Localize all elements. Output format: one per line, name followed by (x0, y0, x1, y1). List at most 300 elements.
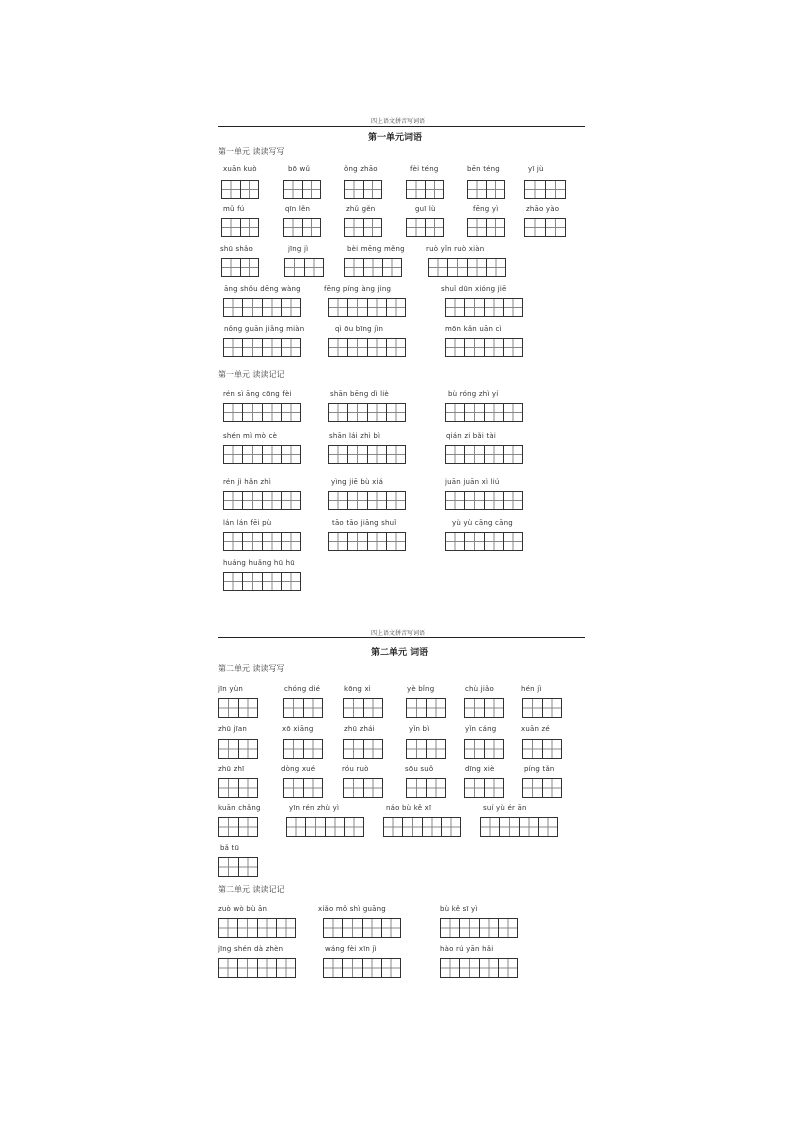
writing-cell[interactable] (345, 181, 364, 198)
writing-grid[interactable] (343, 778, 383, 798)
section-heading: 第二单元 读读记记 (218, 885, 285, 894)
writing-cell[interactable] (282, 492, 300, 509)
pinyin-label: bō wǔ (288, 165, 311, 173)
pinyin-label: chóng dié (284, 685, 321, 693)
writing-grid[interactable] (284, 258, 324, 277)
writing-grid[interactable] (406, 218, 444, 237)
writing-cell[interactable] (304, 699, 323, 717)
writing-cell[interactable] (387, 339, 405, 356)
writing-cell[interactable] (243, 446, 262, 463)
writing-cell[interactable] (364, 740, 383, 758)
writing-grid[interactable] (328, 298, 406, 317)
writing-grid[interactable] (445, 298, 523, 317)
writing-grid[interactable] (406, 739, 446, 759)
writing-cell[interactable] (238, 919, 257, 937)
writing-cell[interactable] (485, 299, 504, 316)
writing-grid[interactable] (344, 180, 382, 199)
writing-cell[interactable] (224, 573, 243, 590)
writing-grid[interactable] (328, 532, 406, 551)
writing-cell[interactable] (364, 181, 382, 198)
writing-cell[interactable] (465, 404, 484, 421)
writing-cell[interactable] (364, 699, 383, 717)
writing-cell[interactable] (224, 404, 243, 421)
writing-grid[interactable] (383, 817, 461, 837)
pinyin-label: zhāo yào (526, 205, 560, 213)
writing-cell[interactable] (539, 818, 557, 836)
writing-grid[interactable] (218, 958, 296, 978)
writing-cell[interactable] (384, 818, 403, 836)
pinyin-label: zuò wò bù ān (218, 905, 268, 913)
writing-cell[interactable] (429, 259, 448, 276)
writing-cell[interactable] (348, 299, 367, 316)
writing-cell[interactable] (499, 919, 517, 937)
writing-cell[interactable] (382, 959, 400, 977)
page-header: 四上语文拼音写词语 (371, 630, 426, 637)
writing-grid[interactable] (445, 491, 523, 510)
writing-grid[interactable] (283, 778, 323, 798)
writing-cell[interactable] (345, 259, 364, 276)
writing-cell[interactable] (446, 446, 465, 463)
writing-cell[interactable] (224, 299, 243, 316)
writing-cell[interactable] (348, 446, 367, 463)
writing-cell[interactable] (426, 181, 444, 198)
writing-cell[interactable] (465, 740, 485, 758)
writing-cell[interactable] (326, 818, 345, 836)
writing-grid[interactable] (343, 739, 383, 759)
writing-grid[interactable] (223, 445, 301, 464)
writing-cell[interactable] (487, 181, 505, 198)
writing-grid[interactable] (522, 698, 562, 718)
writing-cell[interactable] (282, 404, 300, 421)
writing-cell[interactable] (263, 339, 282, 356)
writing-grid[interactable] (221, 218, 259, 237)
writing-cell[interactable] (329, 299, 348, 316)
pinyin-label: hào rú yān hǎi (440, 945, 494, 953)
pinyin-label: ruò yǐn ruò xiàn (426, 245, 485, 253)
writing-cell[interactable] (368, 299, 387, 316)
writing-cell[interactable] (241, 181, 259, 198)
writing-cell[interactable] (222, 181, 241, 198)
writing-grid[interactable] (524, 180, 566, 199)
pinyin-label: zhū zhái (344, 725, 375, 733)
writing-cell[interactable] (407, 779, 427, 797)
writing-cell[interactable] (487, 219, 505, 236)
writing-cell[interactable] (219, 699, 239, 717)
writing-cell[interactable] (282, 446, 300, 463)
writing-cell[interactable] (263, 533, 282, 550)
writing-grid[interactable] (328, 445, 406, 464)
writing-cell[interactable] (368, 404, 387, 421)
writing-cell[interactable] (485, 339, 504, 356)
writing-cell[interactable] (239, 858, 258, 876)
pinyin-label: náo bù kě xī (386, 804, 432, 812)
pinyin-label: mǔ fú (223, 205, 245, 213)
writing-cell[interactable] (504, 404, 522, 421)
pinyin-label: bù róng zhì yí (448, 390, 499, 398)
writing-cell[interactable] (465, 779, 485, 797)
writing-cell[interactable] (480, 919, 499, 937)
pinyin-label: yǐn bì (409, 725, 430, 733)
writing-cell[interactable] (446, 299, 465, 316)
writing-cell[interactable] (363, 919, 382, 937)
section-heading: 第二单元 读读写写 (218, 664, 285, 673)
writing-cell[interactable] (468, 181, 487, 198)
writing-grid[interactable] (464, 778, 504, 798)
writing-cell[interactable] (407, 181, 426, 198)
pinyin-label: sōu suǒ (405, 765, 434, 773)
writing-cell[interactable] (239, 740, 258, 758)
pinyin-label: yǐn cáng (465, 725, 497, 733)
writing-cell[interactable] (239, 779, 258, 797)
pinyin-label: xō xiāng (282, 725, 314, 733)
writing-cell[interactable] (284, 740, 304, 758)
writing-cell[interactable] (222, 219, 241, 236)
pinyin-label: fēng píng àng jìng (324, 285, 392, 293)
writing-cell[interactable] (383, 259, 401, 276)
writing-cell[interactable] (284, 181, 303, 198)
writing-cell[interactable] (219, 919, 238, 937)
pinyin-label: āng shǒu dēng wàng (224, 285, 301, 293)
pinyin-label: xiǎo mǒ shì guāng (318, 905, 386, 913)
writing-cell[interactable] (485, 404, 504, 421)
writing-cell[interactable] (426, 219, 444, 236)
writing-cell[interactable] (468, 219, 487, 236)
writing-cell[interactable] (543, 779, 562, 797)
writing-cell[interactable] (442, 818, 460, 836)
writing-cell[interactable] (263, 573, 282, 590)
writing-cell[interactable] (364, 259, 383, 276)
writing-cell[interactable] (305, 259, 324, 276)
writing-cell[interactable] (263, 492, 282, 509)
writing-cell[interactable] (219, 959, 238, 977)
writing-cell[interactable] (504, 299, 522, 316)
writing-grid[interactable] (522, 778, 562, 798)
writing-cell[interactable] (500, 818, 519, 836)
writing-cell[interactable] (224, 533, 243, 550)
writing-grid[interactable] (440, 918, 518, 938)
writing-grid[interactable] (467, 180, 505, 199)
writing-cell[interactable] (499, 959, 517, 977)
writing-cell[interactable] (348, 533, 367, 550)
writing-grid[interactable] (218, 857, 258, 877)
pinyin-label: bù kě sī yì (440, 905, 478, 913)
writing-grid[interactable] (323, 958, 401, 978)
writing-cell[interactable] (348, 339, 367, 356)
writing-grid[interactable] (223, 298, 301, 317)
writing-grid[interactable] (428, 258, 506, 277)
writing-cell[interactable] (303, 219, 321, 236)
writing-cell[interactable] (525, 219, 546, 236)
writing-cell[interactable] (407, 219, 426, 236)
writing-cell[interactable] (485, 779, 504, 797)
pinyin-label: dòng xué (281, 765, 316, 773)
writing-grid[interactable] (467, 218, 505, 237)
pinyin-label: bèi mēng měng (347, 245, 405, 253)
writing-cell[interactable] (427, 699, 446, 717)
pinyin-label: tāo tāo jiāng shuǐ (332, 519, 397, 527)
writing-cell[interactable] (243, 492, 262, 509)
writing-cell[interactable] (448, 259, 467, 276)
writing-cell[interactable] (427, 740, 446, 758)
writing-cell[interactable] (546, 219, 566, 236)
writing-cell[interactable] (343, 959, 362, 977)
writing-cell[interactable] (468, 259, 487, 276)
writing-cell[interactable] (480, 959, 499, 977)
pinyin-label: xuān zé (521, 725, 550, 733)
writing-cell[interactable] (263, 446, 282, 463)
writing-cell[interactable] (239, 818, 258, 836)
writing-cell[interactable] (481, 818, 500, 836)
writing-cell[interactable] (368, 339, 387, 356)
pinyin-label: zhǔ gěn (346, 205, 376, 213)
writing-grid[interactable] (445, 338, 523, 357)
writing-cell[interactable] (363, 959, 382, 977)
writing-cell[interactable] (263, 404, 282, 421)
writing-cell[interactable] (546, 181, 566, 198)
writing-grid[interactable] (223, 532, 301, 551)
pinyin-label: zhū zhī (218, 765, 245, 773)
writing-cell[interactable] (329, 404, 348, 421)
writing-cell[interactable] (344, 779, 364, 797)
writing-cell[interactable] (441, 959, 460, 977)
pinyin-label: qián zi bǎi tài (446, 432, 497, 440)
writing-cell[interactable] (243, 339, 262, 356)
writing-cell[interactable] (520, 818, 539, 836)
writing-cell[interactable] (423, 818, 442, 836)
writing-grid[interactable] (406, 698, 446, 718)
writing-cell[interactable] (243, 299, 262, 316)
writing-cell[interactable] (364, 219, 382, 236)
writing-grid[interactable] (406, 778, 446, 798)
pinyin-label: yīn rén zhù yì (289, 804, 340, 812)
writing-grid[interactable] (406, 180, 444, 199)
writing-cell[interactable] (446, 533, 465, 550)
writing-grid[interactable] (344, 218, 382, 237)
writing-cell[interactable] (241, 219, 259, 236)
writing-cell[interactable] (219, 858, 239, 876)
writing-grid[interactable] (445, 403, 523, 422)
writing-cell[interactable] (487, 259, 505, 276)
writing-cell[interactable] (460, 919, 479, 937)
writing-cell[interactable] (504, 492, 522, 509)
pinyin-label: suí yù ér ān (483, 804, 527, 812)
writing-cell[interactable] (304, 740, 323, 758)
pinyin-label: fēng yì (473, 205, 499, 213)
writing-cell[interactable] (446, 339, 465, 356)
writing-cell[interactable] (504, 339, 522, 356)
writing-cell[interactable] (348, 404, 367, 421)
pinyin-label: fèi téng (410, 165, 439, 173)
writing-cell[interactable] (523, 740, 543, 758)
pinyin-label: dīng xiè (465, 765, 495, 773)
writing-cell[interactable] (382, 919, 400, 937)
writing-cell[interactable] (243, 573, 262, 590)
writing-grid[interactable] (223, 572, 301, 591)
writing-cell[interactable] (277, 959, 295, 977)
writing-cell[interactable] (446, 404, 465, 421)
writing-grid[interactable] (464, 698, 504, 718)
writing-cell[interactable] (219, 779, 239, 797)
pinyin-label: shān lái zhì bì (329, 432, 381, 440)
pinyin-label: rén jì hǎn zhì (223, 478, 272, 486)
pinyin-label: wáng fèi xīn jì (325, 945, 377, 953)
writing-cell[interactable] (345, 818, 363, 836)
writing-grid[interactable] (286, 817, 364, 837)
writing-cell[interactable] (282, 299, 300, 316)
writing-cell[interactable] (387, 446, 405, 463)
writing-cell[interactable] (329, 446, 348, 463)
writing-grid[interactable] (445, 445, 523, 464)
writing-grid[interactable] (522, 739, 562, 759)
section-heading: 第一单元 读读写写 (218, 147, 285, 156)
writing-grid[interactable] (221, 258, 259, 277)
writing-grid[interactable] (223, 491, 301, 510)
writing-cell[interactable] (485, 446, 504, 463)
writing-cell[interactable] (303, 181, 321, 198)
writing-cell[interactable] (465, 533, 484, 550)
writing-cell[interactable] (348, 492, 367, 509)
writing-cell[interactable] (324, 959, 343, 977)
writing-cell[interactable] (224, 446, 243, 463)
writing-cell[interactable] (465, 446, 484, 463)
writing-cell[interactable] (446, 492, 465, 509)
writing-cell[interactable] (387, 299, 405, 316)
header-rule (218, 637, 585, 638)
writing-grid[interactable] (445, 532, 523, 551)
writing-cell[interactable] (465, 699, 485, 717)
writing-cell[interactable] (224, 492, 243, 509)
writing-grid[interactable] (283, 739, 323, 759)
writing-grid[interactable] (323, 918, 401, 938)
pinyin-label: bēn téng (467, 165, 500, 173)
writing-cell[interactable] (525, 181, 546, 198)
writing-grid[interactable] (283, 698, 323, 718)
writing-cell[interactable] (282, 573, 300, 590)
writing-cell[interactable] (284, 779, 304, 797)
writing-cell[interactable] (219, 818, 239, 836)
pinyin-label: huáng huǎng hū hū (223, 559, 295, 567)
writing-cell[interactable] (304, 779, 323, 797)
writing-grid[interactable] (524, 218, 566, 237)
writing-grid[interactable] (223, 338, 301, 357)
writing-cell[interactable] (504, 446, 522, 463)
writing-grid[interactable] (464, 739, 504, 759)
writing-cell[interactable] (284, 699, 304, 717)
pinyin-label: kuān chǎng (218, 804, 261, 812)
writing-grid[interactable] (343, 698, 383, 718)
writing-cell[interactable] (329, 533, 348, 550)
writing-cell[interactable] (441, 919, 460, 937)
writing-grid[interactable] (440, 958, 518, 978)
writing-cell[interactable] (329, 339, 348, 356)
writing-cell[interactable] (465, 299, 484, 316)
writing-grid[interactable] (328, 403, 406, 422)
writing-cell[interactable] (277, 919, 295, 937)
writing-cell[interactable] (282, 339, 300, 356)
writing-cell[interactable] (504, 533, 522, 550)
writing-cell[interactable] (284, 219, 303, 236)
writing-grid[interactable] (480, 817, 558, 837)
writing-cell[interactable] (343, 919, 362, 937)
writing-cell[interactable] (407, 699, 427, 717)
writing-cell[interactable] (387, 533, 405, 550)
writing-cell[interactable] (427, 779, 446, 797)
writing-cell[interactable] (324, 919, 343, 937)
writing-grid[interactable] (328, 491, 406, 510)
writing-cell[interactable] (238, 959, 257, 977)
writing-cell[interactable] (403, 818, 422, 836)
writing-cell[interactable] (239, 699, 258, 717)
writing-cell[interactable] (465, 492, 484, 509)
writing-cell[interactable] (241, 259, 259, 276)
writing-cell[interactable] (345, 219, 364, 236)
writing-cell[interactable] (243, 533, 262, 550)
pinyin-label: yè bǐng (407, 685, 435, 693)
writing-grid[interactable] (283, 180, 321, 199)
writing-cell[interactable] (344, 740, 364, 758)
writing-grid[interactable] (221, 180, 259, 199)
pinyin-label: jīn yùn (218, 685, 243, 693)
writing-cell[interactable] (329, 492, 348, 509)
writing-cell[interactable] (543, 699, 562, 717)
writing-cell[interactable] (485, 492, 504, 509)
writing-grid[interactable] (218, 918, 296, 938)
writing-grid[interactable] (218, 817, 258, 837)
writing-cell[interactable] (344, 699, 364, 717)
writing-cell[interactable] (387, 492, 405, 509)
writing-grid[interactable] (218, 778, 258, 798)
writing-cell[interactable] (219, 740, 239, 758)
writing-cell[interactable] (387, 404, 405, 421)
writing-cell[interactable] (287, 818, 306, 836)
writing-cell[interactable] (485, 699, 504, 717)
writing-cell[interactable] (368, 446, 387, 463)
writing-cell[interactable] (306, 818, 325, 836)
writing-cell[interactable] (258, 919, 277, 937)
writing-grid[interactable] (218, 698, 258, 718)
pinyin-label: kōng xì (344, 685, 371, 693)
writing-cell[interactable] (523, 699, 543, 717)
writing-cell[interactable] (222, 259, 241, 276)
writing-cell[interactable] (465, 339, 484, 356)
writing-grid[interactable] (223, 403, 301, 422)
writing-grid[interactable] (283, 218, 321, 237)
pinyin-label: shén mì mò cè (223, 432, 278, 440)
writing-grid[interactable] (344, 258, 402, 277)
writing-cell[interactable] (224, 339, 243, 356)
writing-cell[interactable] (285, 259, 305, 276)
writing-grid[interactable] (328, 338, 406, 357)
writing-cell[interactable] (543, 740, 562, 758)
writing-cell[interactable] (368, 533, 387, 550)
writing-cell[interactable] (263, 299, 282, 316)
writing-cell[interactable] (485, 533, 504, 550)
writing-cell[interactable] (485, 740, 504, 758)
pinyin-label: guī lù (415, 205, 436, 213)
writing-cell[interactable] (364, 779, 383, 797)
writing-grid[interactable] (218, 739, 258, 759)
pinyin-label: mōn kǎn uān cì (445, 325, 502, 333)
writing-cell[interactable] (282, 533, 300, 550)
writing-cell[interactable] (523, 779, 543, 797)
writing-cell[interactable] (258, 959, 277, 977)
writing-cell[interactable] (243, 404, 262, 421)
writing-cell[interactable] (407, 740, 427, 758)
writing-cell[interactable] (368, 492, 387, 509)
pinyin-label: nǒng guān jiǎng miàn (224, 325, 305, 333)
writing-cell[interactable] (460, 959, 479, 977)
section-heading: 第一单元 读读记记 (218, 370, 285, 379)
